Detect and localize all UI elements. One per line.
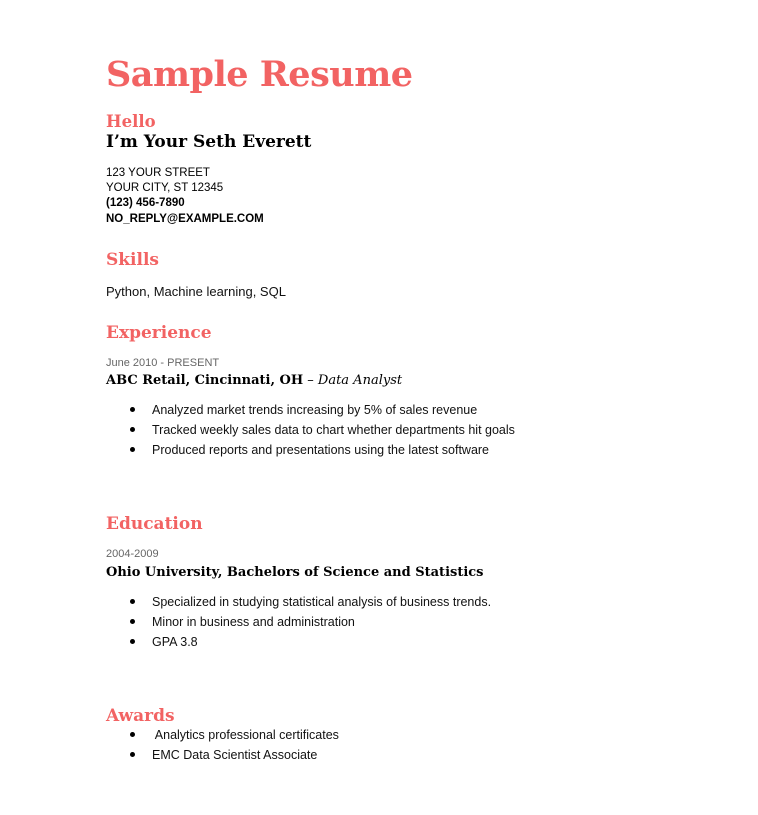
experience-separator: – [303,373,318,388]
list-item [130,400,515,420]
education-bullet-text: GPA 3.8 [152,635,198,649]
awards-bullet-text: Analytics professional certificates [152,728,339,742]
bullet-icon [130,732,135,737]
experience-title-line [106,372,402,390]
experience-heading: Experience [106,323,212,343]
bullet-icon [130,447,135,452]
skills-text: Python, Machine learning, SQL [106,284,286,299]
education-school [106,564,484,582]
list-item [130,725,339,745]
awards-bullet-text: EMC Data Scientist Associate [152,748,318,762]
awards-bullets [130,725,339,765]
bullet-icon [130,407,135,412]
candidate-name: I’m Your Seth Everett [106,132,312,152]
bullet-icon [130,639,135,644]
contact-phone: (123) 456-7890 [106,197,185,209]
education-bullet-text: Minor in business and administration [152,615,355,629]
contact-street: 123 YOUR STREET [106,167,210,179]
awards-heading: Awards [106,706,175,726]
skills-heading: Skills [106,250,160,270]
contact-city: YOUR CITY, ST 12345 [106,182,224,194]
education-bullets [130,592,491,652]
resume-title: Sample Resume [106,54,413,95]
bullet-icon [130,752,135,757]
list-item [130,632,491,652]
experience-bullets [130,400,515,460]
bullet-icon [130,599,135,604]
list-item [130,745,339,765]
list-item [130,592,491,612]
education-bullet-text: Specialized in studying statistical analysis of business trends. [152,595,492,609]
experience-role: Data Analyst [317,373,403,388]
bullet-icon [130,619,135,624]
list-item [130,440,515,460]
contact-email: NO_REPLY@EXAMPLE.COM [106,213,264,225]
list-item [130,612,491,632]
experience-company: ABC Retail, Cincinnati, OH [106,373,304,388]
experience-bullet-text: Analyzed market trends increasing by 5% of sales revenue [152,403,478,417]
bullet-icon [130,427,135,432]
experience-bullet-text: Tracked weekly sales data to chart whether departments hit goals [152,423,515,437]
experience-date: June 2010 - PRESENT [106,357,220,369]
list-item [130,420,515,440]
experience-bullet-text: Produced reports and presentations using the latest software [152,443,490,457]
hello-heading: Hello [106,112,156,131]
education-heading: Education [106,514,203,534]
education-school-text: Ohio University, Bachelors of Science and Statistics [106,565,484,580]
education-date: 2004-2009 [106,548,159,560]
